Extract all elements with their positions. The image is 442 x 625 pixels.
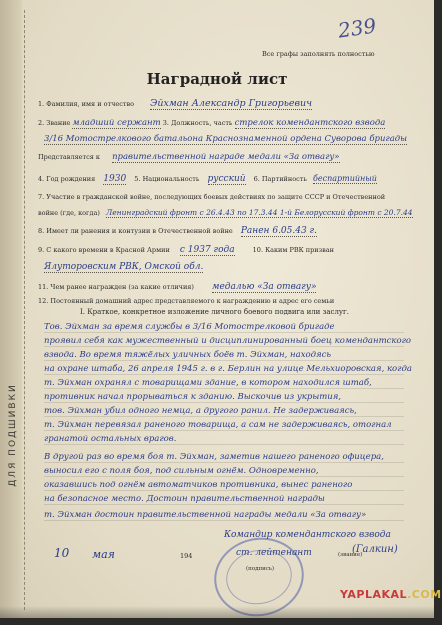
scan-shadow bbox=[0, 606, 434, 618]
sign-month: мая bbox=[92, 548, 115, 561]
field-value: младший сержант bbox=[72, 118, 161, 128]
narrative-line: оказавшись под огнём автоматчиков противника, вынес раненого bbox=[44, 480, 404, 491]
narrative-line: т. Эйхман достоин правительственной награды медали «За отвагу» bbox=[44, 510, 404, 521]
field-value: медалью «За отвагу» bbox=[212, 282, 317, 292]
field-wounds bbox=[38, 226, 317, 236]
sign-day: 10 bbox=[54, 546, 70, 560]
field-num: 12. bbox=[38, 297, 49, 305]
field-value: правительственной награде медали «За отвагу» bbox=[112, 152, 340, 162]
field-label: 3. Должность, часть bbox=[162, 119, 233, 127]
narrative-line: проявил себя как мужественный и дисциплинированный боец комендантского bbox=[44, 336, 412, 346]
field-combat-where-when bbox=[38, 208, 413, 217]
field-draft-office bbox=[44, 262, 203, 272]
field-value: 1930 bbox=[103, 174, 127, 184]
narrative-line: тов. Эйхман убил одного немца, а другого ранил. Не задерживаясь, bbox=[44, 406, 404, 417]
field-label: Имеет ли ранения и контузии в Отечественной войне bbox=[46, 227, 233, 235]
sign-year-prefix: 194 bbox=[180, 552, 193, 560]
field-nominated-for bbox=[38, 152, 340, 162]
field-num: 7. bbox=[38, 193, 45, 201]
field-num: 4. bbox=[38, 175, 45, 183]
field-num: 11. bbox=[38, 283, 49, 291]
field-value: с 1937 года bbox=[179, 245, 235, 255]
field-label: Постоянный домашний адрес представляемого к награждению и адрес его семьи bbox=[50, 297, 335, 305]
narrative-line: гранатой остальных врагов. bbox=[44, 434, 404, 445]
field-label: Звание bbox=[46, 119, 71, 127]
field-label: 5. Национальность bbox=[134, 175, 200, 183]
sheet-number: 239 bbox=[336, 13, 378, 43]
narrative-line: на безопасное место. Достоин правительственной награды bbox=[44, 494, 404, 505]
sign-rank: ст. лейтенант bbox=[236, 548, 312, 558]
narrative-line: на охране штаба, 26 апреля 1945 г. в г. Берлин на улице Мельхиоровская, когда bbox=[44, 364, 412, 374]
sign-label-rank: (звание) bbox=[338, 552, 363, 558]
field-value: стрелок комендантского взвода bbox=[234, 118, 386, 128]
field-label: войне (где, когда) bbox=[38, 209, 100, 217]
narrative-line: противник начал прорываться к зданию. Выскочив из укрытия, bbox=[44, 392, 404, 403]
field-value: 3/16 Мотострелкового батальона Краснознаменной ордена Суворова бригады bbox=[44, 134, 408, 144]
fill-all-note: Все графы заполнять полностью bbox=[262, 50, 375, 58]
field-num: 9. bbox=[38, 246, 45, 254]
field-home-address bbox=[38, 297, 334, 305]
field-label: С какого времени в Красной Армии bbox=[46, 246, 170, 254]
field-num: 8. bbox=[38, 227, 45, 235]
binding-line bbox=[24, 10, 27, 610]
field-rank-position bbox=[38, 118, 385, 128]
field-combat-participation bbox=[38, 193, 385, 201]
field-previous-awards bbox=[38, 282, 316, 292]
field-value: Ранен 6.05.43 г. bbox=[240, 226, 317, 236]
narrative-line: Тов. Эйхман за время службы в 3/16 Мотострелковой бригаде bbox=[44, 322, 404, 333]
field-unit bbox=[44, 134, 407, 144]
field-label: 10. Каким РВК призван bbox=[252, 246, 334, 254]
narrative-line: выносил его с поля боя, под сильным огнём. Одновременно, bbox=[44, 466, 404, 477]
sign-role: Командир комендантского взвода bbox=[224, 530, 391, 540]
field-label: Чем ранее награжден (за какие отличия) bbox=[50, 283, 194, 291]
field-label: Участие в гражданской войне, последующих боевых действиях по защите СССР и Отечественной bbox=[46, 193, 386, 201]
field-value: русский bbox=[207, 174, 246, 184]
field-label: Фамилия, имя и отчество bbox=[46, 100, 135, 108]
site-watermark: YAPLAKAL.COM bbox=[340, 588, 442, 601]
field-num: 1. bbox=[38, 100, 45, 108]
field-label: Представляется к bbox=[38, 153, 100, 161]
field-birth-nationality-party bbox=[38, 174, 377, 184]
field-value: Эйхман Александр Григорьевич bbox=[150, 98, 313, 109]
field-label: Год рождения bbox=[46, 175, 96, 183]
narrative-line: т. Эйхман перевязал раненого товарища, а сам не задерживаясь, отогнал bbox=[44, 420, 404, 431]
field-value: беспартийный bbox=[312, 174, 377, 183]
binding-strip bbox=[0, 0, 22, 618]
sign-name: (Галкин) bbox=[352, 544, 398, 555]
field-fullname bbox=[38, 98, 312, 109]
narrative-line: т. Эйхман охранял с товарищами здание, в котором находился штаб, bbox=[44, 378, 404, 389]
document-title: Наградной лист bbox=[146, 70, 288, 88]
field-value: Ялуторовским РВК, Омской обл. bbox=[44, 262, 204, 272]
narrative-line: взвода. Во время тяжёлых уличных боёв т. Эйхман, находясь bbox=[44, 350, 404, 361]
field-num: 2. bbox=[38, 119, 45, 127]
narrative-line: В другой раз во время боя т. Эйхман, заметив нашего раненого офицера, bbox=[44, 452, 404, 463]
sign-label-signature: (подпись) bbox=[246, 566, 275, 572]
field-value: Ленинградский фронт с 26.4.43 по 17.3.44 1-й Белорусский фронт с 20.7.44 bbox=[105, 208, 413, 217]
field-label: 6. Партийность bbox=[253, 175, 307, 183]
field-service-since bbox=[38, 245, 334, 255]
binding-label: ДЛЯ ПОДШИВКИ bbox=[8, 383, 18, 487]
section-heading: I. Краткое, конкретное изложение личного боевого подвига или заслуг. bbox=[80, 308, 349, 316]
